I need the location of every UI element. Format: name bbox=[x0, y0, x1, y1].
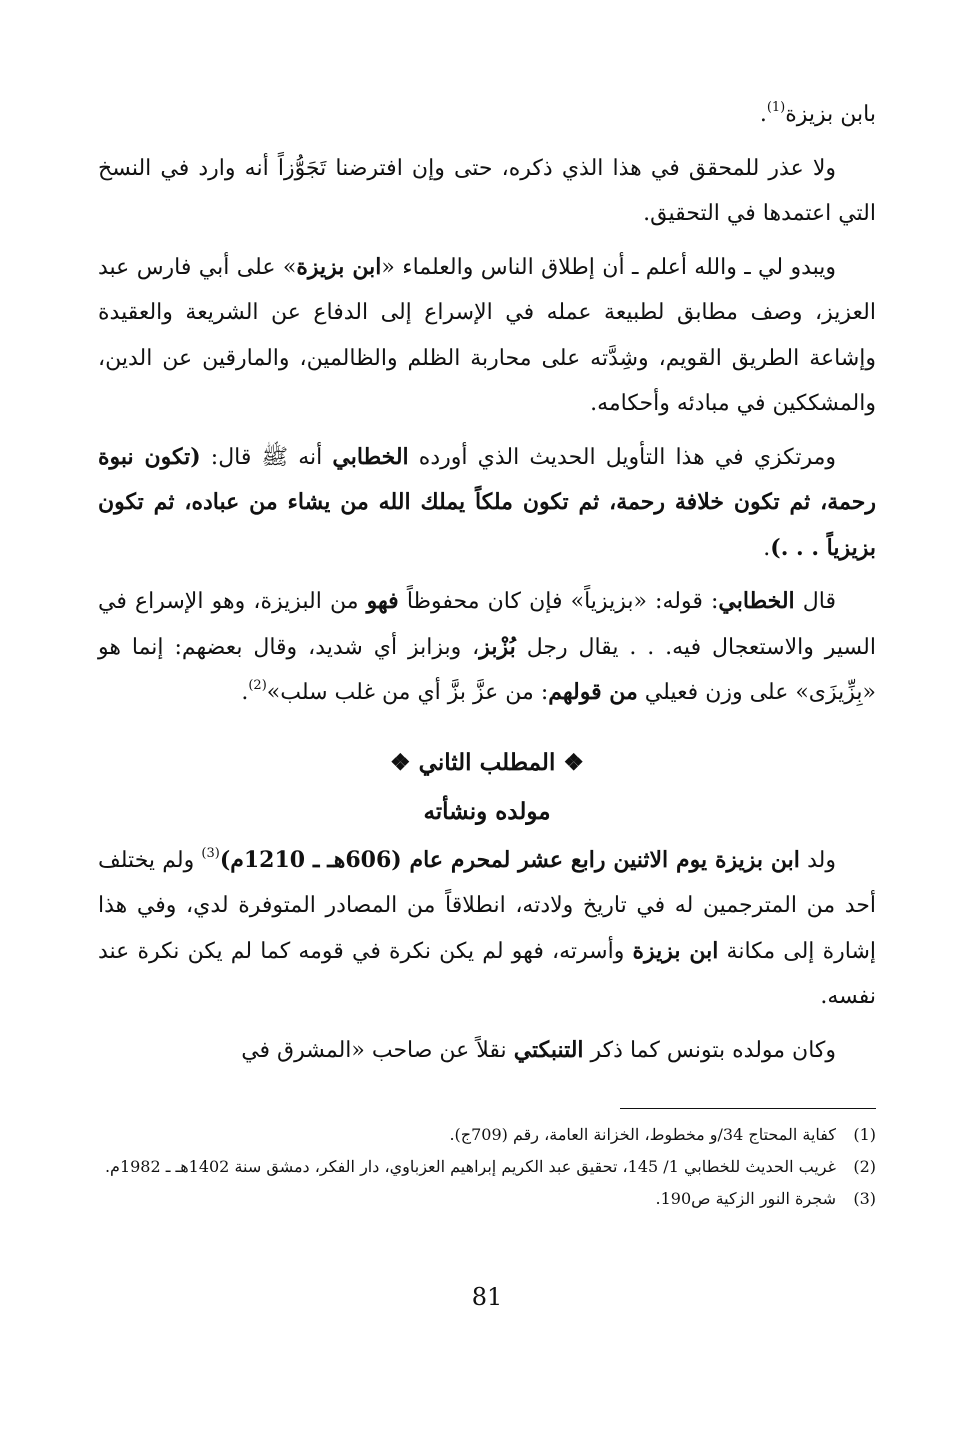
bold-term: الخطابي bbox=[332, 443, 409, 470]
paragraph-6 bbox=[98, 838, 876, 1020]
paragraph-text: أنه ﷺ قال: bbox=[200, 444, 333, 470]
footnote-ref-1: (1) bbox=[766, 100, 786, 115]
paragraph-text: قال bbox=[794, 589, 836, 614]
paragraph-5 bbox=[98, 579, 876, 716]
paragraph-3 bbox=[98, 245, 876, 427]
bold-term: ابن بزيزة bbox=[715, 846, 800, 873]
bold-term: بُزْبز bbox=[479, 633, 516, 660]
paragraph-text: ولا عذر للمحقق في هذا الذي ذكره، حتى وإن افترضنا تَجَوُّزاً أنه وارد في النسخ التي اعتمدها في التحقيق. bbox=[98, 155, 876, 226]
footnote-item bbox=[98, 1152, 876, 1182]
section-heading: ❖ المطلب الثاني ❖ bbox=[390, 748, 584, 776]
paragraph-text: : قوله: «بزيزياً» فإن كان محفوظاً bbox=[398, 589, 719, 614]
footnote-number: (1) bbox=[853, 1125, 876, 1144]
subsection-heading: مولده ونشأته bbox=[423, 797, 551, 825]
footnote-ref-3: (3) bbox=[201, 845, 220, 861]
main-text bbox=[98, 92, 876, 1081]
footnote-item bbox=[98, 1120, 876, 1150]
footnote-text: غريب الحديث للخطابي 1/ 145، تحقيق عبد الكريم إبراهيم العزباوي، دار الفكر، دمشق سنة 1402هـ ـ 1982م. bbox=[104, 1157, 836, 1176]
paragraph-text: من البزيزة، وهو الإسراع في السير والاستعجال فيه. . . يقال رجل bbox=[98, 589, 876, 660]
footnote-ref-2: (2) bbox=[248, 678, 267, 693]
bold-term: فهو bbox=[366, 588, 399, 614]
paragraph-7 bbox=[98, 1028, 876, 1074]
bold-term: من قولهم bbox=[548, 679, 638, 705]
paragraph-text: : من عزَّ بزَّ أي من غلب سلب» bbox=[266, 680, 549, 705]
paragraph-text: ولم يختلف أحد من المترجمين له في تاريخ ولادته، انطلاقاً من المصادر المتوفرة لدي، وفي هذا إشارة إلى مكانة bbox=[98, 847, 876, 964]
paragraph-text: نقلاً عن صاحب «المشرق في bbox=[241, 1037, 514, 1063]
paragraph-text: وأسرته، فهو لم يكن نكرة في قومه كما لم يكن نكرة عند نفسه. bbox=[98, 938, 876, 1009]
paragraph-text: وكان مولده بتونس كما ذكر bbox=[583, 1037, 836, 1063]
paragraph-4 bbox=[98, 435, 876, 572]
paragraph-text: » على أبي فارس عبد العزيز، وصف مطابق لطبيعة عمله في الإسراع إلى الدفاع عن الشريعة والعقيدة وإشاعة الطريق القويم، وشِدَّته على محاربة الظلم والظالمين، والمارقين عن الدين، والمشككين في مبادئه وأحكامه. bbox=[98, 254, 876, 416]
bold-term: التنبكتي bbox=[513, 1036, 584, 1063]
paragraph-text: . bbox=[759, 102, 767, 127]
paragraph-text: . bbox=[763, 535, 771, 561]
bold-term: ابن بزيزة bbox=[632, 937, 719, 964]
paragraph-1 bbox=[98, 92, 876, 138]
paragraph-text: ويبدو لي ـ والله أعلم ـ أن إطلاق الناس والعلماء « bbox=[381, 254, 836, 280]
footnotes bbox=[98, 1120, 876, 1216]
bold-term: ابن بزيزة bbox=[296, 253, 382, 280]
paragraph-text: ولد bbox=[799, 847, 836, 873]
bold-term: الخطابي bbox=[718, 588, 795, 614]
footnote-item bbox=[98, 1184, 876, 1214]
paragraph-text: ، وبزابز أي شديد، وقال بعضهم: إنما هو «بِزِّيزَى» على وزن فعيلي bbox=[98, 634, 876, 705]
paragraph-text: ومرتكزي في هذا التأويل الحديث الذي أورده bbox=[408, 444, 836, 470]
paragraph-text: بابن بزيزة bbox=[785, 102, 876, 127]
footnote-number: (3) bbox=[853, 1189, 876, 1208]
hadith-quote: (تكون نبوة رحمة، ثم تكون خلافة رحمة، ثم تكون ملكاً يملك الله من يشاء من عباده، ثم تكون بزيزياً . . .) bbox=[98, 443, 876, 561]
paragraph-2 bbox=[98, 146, 876, 237]
bold-term: يوم الاثنين رابع عشر لمحرم عام (606هـ ـ 1210م) bbox=[219, 846, 715, 873]
page-number: 81 bbox=[471, 1283, 503, 1311]
footnote-text: شجرة النور الزكية ص190. bbox=[655, 1189, 836, 1208]
footnote-text: كفاية المحتاج 34/و مخطوط، الخزانة العامة، رقم (709ج). bbox=[449, 1125, 836, 1144]
footnote-separator bbox=[620, 1108, 876, 1109]
paragraph-text: . bbox=[241, 680, 249, 705]
footnote-number: (2) bbox=[853, 1157, 876, 1176]
